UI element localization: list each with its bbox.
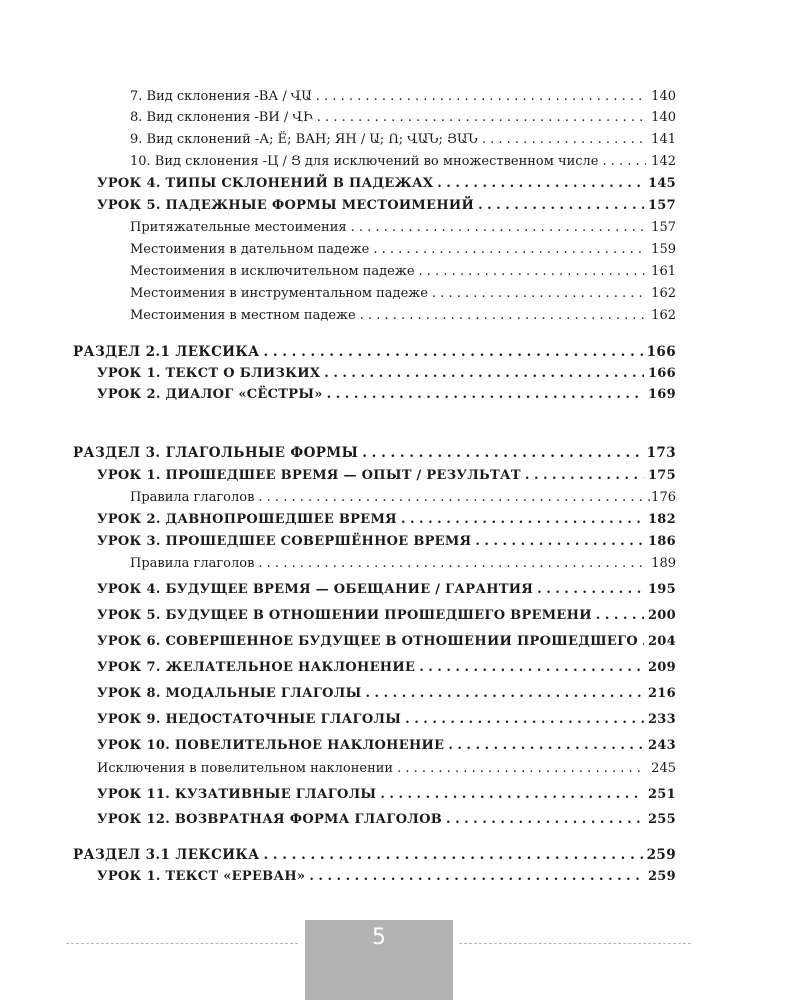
leader-dots — [258, 556, 646, 572]
toc-entry[interactable] — [97, 366, 676, 382]
leader-dots — [360, 308, 646, 324]
toc-section[interactable] — [73, 847, 676, 863]
leader-dots — [263, 344, 642, 360]
leader-dots — [405, 712, 644, 728]
leader-dots — [397, 761, 646, 777]
toc-entry-page: 162 — [651, 308, 676, 323]
toc-entry-page: 159 — [651, 242, 676, 257]
toc-entry-title: Притяжательные местоимения — [130, 220, 347, 235]
toc-entry-page: 186 — [647, 534, 676, 549]
toc-entry-title: Местоимения в инструментальном падеже — [130, 286, 428, 301]
toc-entry[interactable] — [97, 634, 676, 650]
toc-entry-title: УРОК 2. ДИАЛОГ «СЁСТРЫ» — [97, 387, 323, 402]
toc-entry-page: 169 — [647, 387, 676, 402]
toc-entry[interactable] — [97, 198, 676, 214]
toc-entry[interactable] — [97, 608, 676, 624]
toc-entry-page: 209 — [647, 660, 676, 675]
toc-entry-page: .176 — [647, 490, 676, 505]
leader-dots — [366, 686, 644, 702]
page-number-box — [305, 920, 453, 1000]
leader-dots — [446, 812, 644, 828]
toc-entry-page: 157 — [651, 220, 676, 235]
leader-dots — [596, 608, 644, 624]
toc-entry[interactable] — [130, 242, 676, 258]
toc-entry[interactable] — [97, 712, 676, 728]
toc-entry-title: УРОК 2. ДАВНОПРОШЕДШЕЕ ВРЕМЯ — [97, 512, 397, 527]
toc-entry[interactable] — [97, 738, 676, 754]
leader-dots — [437, 176, 644, 192]
toc-entry-title: УРОК 6. СОВЕРШЕННОЕ БУДУЩЕЕ В ОТНОШЕНИИ ПРОШЕДШЕГО — [97, 634, 638, 649]
leader-dots — [602, 154, 646, 170]
toc-entry-page: 173 — [646, 445, 676, 461]
toc-entry-title: УРОК 7. ЖЕЛАТЕЛЬНОЕ НАКЛОНЕНИЕ — [97, 660, 416, 675]
leader-dots — [475, 534, 644, 550]
toc-entry-page: 200 — [647, 608, 676, 623]
leader-dots — [317, 110, 646, 126]
toc-entry-page: 189 — [651, 556, 676, 571]
toc-entry[interactable] — [97, 176, 676, 192]
toc-entry-title: УРОК 11. КУЗАТИВНЫЕ ГЛАГОЛЫ — [97, 787, 377, 802]
toc-entry[interactable] — [130, 154, 676, 170]
toc-entry-page: 245 — [651, 761, 676, 776]
toc-entry-page: 141 — [651, 132, 676, 147]
toc-entry-title: УРОК 8. МОДАЛЬНЫЕ ГЛАГОЛЫ — [97, 686, 362, 701]
leader-dots — [351, 220, 646, 236]
leader-dots — [327, 387, 644, 403]
toc-entry-title: Правила глаголов — [130, 490, 255, 505]
page-number: 5 — [372, 925, 386, 950]
toc-entry-title: УРОК 4. ТИПЫ СКЛОНЕНИЙ В ПАДЕЖАХ — [97, 176, 434, 191]
footer-divider-right — [459, 943, 691, 944]
toc-entry-page: 140 — [651, 110, 676, 125]
toc-entry-page: 157 — [647, 198, 676, 213]
toc-entry-title: УРОК 1. ПРОШЕДШЕЕ ВРЕМЯ — ОПЫТ / РЕЗУЛЬТАТ — [97, 468, 521, 483]
toc-entry[interactable] — [97, 387, 676, 403]
leader-dots — [309, 869, 644, 885]
toc-entry-title: УРОК 12. ВОЗВРАТНАЯ ФОРМА ГЛАГОЛОВ — [97, 812, 443, 827]
toc-entry-title: УРОК 5. ПАДЕЖНЫЕ ФОРМЫ МЕСТОИМЕНИЙ — [97, 198, 475, 213]
leader-dots — [432, 286, 646, 302]
toc-entry-page: 142 — [651, 154, 676, 169]
toc-entry-title: УРОК 10. ПОВЕЛИТЕЛЬНОЕ НАКЛОНЕНИЕ — [97, 738, 445, 753]
toc-entry-page: 255 — [647, 812, 676, 827]
toc-entry-page: 175 — [647, 468, 676, 483]
toc-entry[interactable] — [130, 132, 676, 148]
toc-section[interactable] — [73, 344, 676, 360]
toc-entry-page: 145 — [647, 176, 676, 191]
toc-entry-title: УРОК 9. НЕДОСТАТОЧНЫЕ ГЛАГОЛЫ — [97, 712, 402, 727]
toc-entry-page: 162 — [651, 286, 676, 301]
toc-entry-title: Исключения в повелительном наклонении — [97, 761, 394, 776]
leader-dots — [324, 366, 644, 382]
toc-entry[interactable] — [97, 512, 676, 528]
toc-entry-title: Местоимения в местном падеже — [130, 308, 356, 323]
toc-entry-title: УРОК 1. ТЕКСТ «ЕРЕВАН» — [97, 869, 306, 884]
toc-entry-title: 9. Вид склонений -А; Ё; ВАН; ЯН / Ա; Ո; ՎԱՆ; ՅԱՆ — [130, 132, 478, 147]
leader-dots — [419, 660, 644, 676]
toc-entry[interactable] — [130, 556, 676, 572]
toc-entry[interactable] — [97, 761, 676, 777]
toc-entry-title: Местоимения в исключительном падеже — [130, 264, 415, 279]
toc-entry[interactable] — [97, 787, 676, 803]
toc-entry-title: 7. Вид склонения -ВА / ՎԱ — [130, 89, 312, 104]
leader-dots — [258, 490, 643, 506]
toc-entry[interactable] — [130, 308, 676, 324]
toc-entry[interactable] — [130, 220, 676, 236]
toc-entry-page: 195 — [647, 582, 676, 597]
toc-entry-title: РАЗДЕЛ 3.1 ЛЕКСИКА — [73, 847, 260, 863]
leader-dots — [263, 847, 642, 863]
leader-dots — [373, 242, 646, 258]
toc-section[interactable] — [73, 445, 676, 461]
toc-entry[interactable] — [97, 660, 676, 676]
toc-entry-title: 8. Вид склонения -ВИ / ՎԻ — [130, 110, 313, 125]
toc-entry-page: 216 — [647, 686, 676, 701]
leader-dots — [362, 445, 642, 461]
toc-entry-page: 233 — [647, 712, 676, 727]
toc-entry[interactable] — [97, 812, 676, 828]
leader-dots — [316, 89, 646, 105]
leader-dots — [478, 198, 644, 214]
leader-dots — [525, 468, 644, 484]
toc-entry-title: УРОК 1. ТЕКСТ О БЛИЗКИХ — [97, 366, 321, 381]
leader-dots — [401, 512, 644, 528]
toc-entry-title: 10. Вид склонения -Ц / Ց для исключений во множественном числе — [130, 154, 599, 169]
toc-entry-page: 259 — [646, 847, 676, 863]
toc-entry[interactable] — [130, 264, 676, 280]
toc-entry-title: УРОК 5. БУДУЩЕЕ В ОТНОШЕНИИ ПРОШЕДШЕГО ВРЕМЕНИ — [97, 608, 592, 623]
toc-entry-page: 243 — [647, 738, 676, 753]
leader-dots — [482, 132, 646, 148]
leader-dots — [642, 634, 644, 650]
toc-entry-title: УРОК 3. ПРОШЕДШЕЕ СОВЕРШЁННОЕ ВРЕМЯ — [97, 534, 472, 549]
leader-dots — [448, 738, 644, 754]
toc-entry-page: 166 — [647, 366, 676, 381]
toc-entry-title: РАЗДЕЛ 3. ГЛАГОЛЬНЫЕ ФОРМЫ — [73, 445, 359, 461]
toc-entry[interactable] — [130, 89, 676, 105]
toc-entry-page: 251 — [647, 787, 676, 802]
toc-entry[interactable] — [97, 534, 676, 550]
toc-entry[interactable] — [130, 490, 676, 506]
footer-divider-left — [66, 943, 298, 944]
toc-entry-page: 161 — [651, 264, 676, 279]
toc-entry-page: 182 — [647, 512, 676, 527]
toc-entry[interactable] — [97, 582, 676, 598]
toc-entry[interactable] — [97, 468, 676, 484]
toc-entry-title: Местоимения в дательном падеже — [130, 242, 370, 257]
leader-dots — [419, 264, 646, 280]
leader-dots — [537, 582, 644, 598]
toc-entry-title: РАЗДЕЛ 2.1 ЛЕКСИКА — [73, 344, 260, 360]
toc-entry[interactable] — [97, 869, 676, 885]
toc-entry[interactable] — [130, 110, 676, 126]
toc-entry-page: 166 — [646, 344, 676, 360]
toc-entry[interactable] — [97, 686, 676, 702]
toc-entry-page: 259 — [647, 869, 676, 884]
toc-entry[interactable] — [130, 286, 676, 302]
toc-entry-title: Правила глаголов — [130, 556, 255, 571]
toc-entry-page: 204 — [647, 634, 676, 649]
leader-dots — [380, 787, 644, 803]
toc-entry-title: УРОК 4. БУДУЩЕЕ ВРЕМЯ — ОБЕЩАНИЕ / ГАРАНТИЯ — [97, 582, 534, 597]
toc-entry-page: 140 — [651, 89, 676, 104]
